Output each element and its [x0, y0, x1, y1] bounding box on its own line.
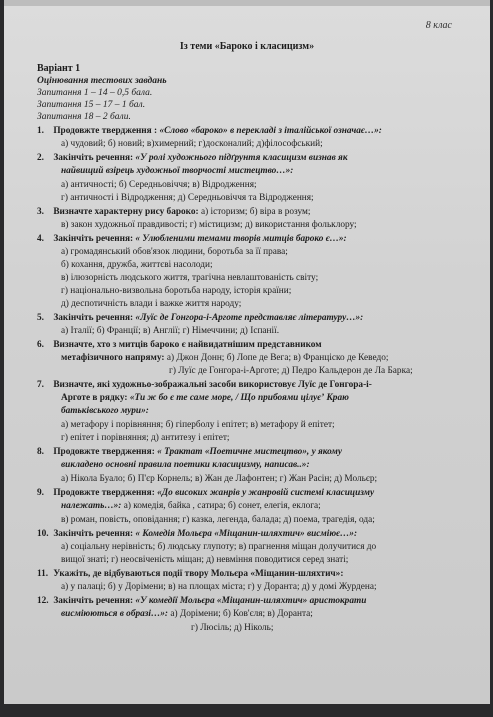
question-7: [37, 379, 468, 391]
answer-options: д) деспотичність влади і важке життя народу;: [61, 299, 242, 309]
question-11: [37, 568, 468, 580]
question-prompt: «Луїс де Гонгора-і-Арготе представляє літературу…»:: [135, 313, 364, 323]
question-prompt-cont: [61, 165, 468, 177]
question-7-cont: [61, 392, 468, 404]
question-lead: Закінчіть речення:: [53, 529, 136, 539]
answer-options: а) соціальну нерівність; б) людську глупоту; в) прагнення міщан долучитися до: [61, 542, 377, 552]
question-12: [37, 595, 468, 607]
question-number: 3.: [37, 207, 44, 217]
test-title: Із теми «Бароко і класицизм»: [179, 41, 315, 52]
answer-options: вищої знаті; г) неосвіченість міщан; д) невміння поводитися серед знаті;: [61, 555, 349, 565]
scoring-row: Запитання 18 – 2 бали.: [37, 112, 131, 122]
question-prompt: батьківського мури»:: [61, 406, 149, 416]
sheet-top-edge: [4, 0, 490, 6]
question-prompt: висміюються в образі…»:: [61, 609, 169, 619]
answer-options: в) ілюзорність людського життя, трагічна невлаштованість світу;: [61, 273, 319, 283]
answer-options: а) історизм; б) віра в розум;: [198, 207, 311, 217]
question-prompt: «У комедії Мольєра «Міщанин-шляхтич» аристократи: [135, 596, 367, 606]
answer-options: а) античності; б) Середньовіччя; в) Відродження;: [61, 180, 257, 190]
question-1: [37, 125, 468, 137]
question-prompt: « Улюбленими темами творів митців бароко є…»:: [135, 234, 347, 244]
question-prompt-cont: [61, 459, 468, 471]
question-number: 2.: [37, 153, 44, 163]
question-number: 10.: [37, 529, 49, 539]
question-3: [37, 206, 468, 218]
question-prompt: « Трактат «Поетичне мистецтво», у якому: [157, 447, 342, 457]
question-8: [37, 446, 468, 458]
question-prompt: « Комедія Мольєра «Міщанин-шляхтич» висміює…»:: [135, 529, 358, 539]
answer-options: г) епітет і порівняння; д) антитезу і епітет;: [61, 433, 230, 443]
question-number: 1.: [37, 126, 44, 136]
answer-options: г) античності і Відродження; д) Середньовіччя та Відродження;: [61, 193, 314, 203]
answer-options: а) чудовий; б) новий; в)химерний; г)досконалий; д)філософський;: [61, 139, 323, 149]
answer-options: а) громадянський обов'язок людини, боротьба за її права;: [61, 247, 288, 257]
question-number: 5.: [37, 313, 44, 323]
question-number: 12.: [37, 596, 49, 606]
question-lead: Продовжте твердження:: [53, 488, 158, 498]
question-lead: Закінчіть речення:: [53, 596, 136, 606]
question-4: [37, 233, 468, 245]
answer-options: а) метафору і порівняння; б) гіперболу і епітет; в) метафору й епітет;: [61, 420, 335, 430]
question-prompt: «Слово «бароко» в перекладі з італійської означає…»:: [159, 126, 382, 136]
question-lead: Продовжте твердження :: [53, 126, 160, 136]
answer-options: а) у палаці; б) у Дорімени; в) на площах міста; г) у Доранта; д) у домі Журдена;: [61, 582, 377, 592]
answer-options: а) Дорімени; б) Ков'єля; в) Доранта;: [168, 609, 313, 619]
question-number: 9.: [37, 488, 44, 498]
question-number: 4.: [37, 234, 44, 244]
question-number: 7.: [37, 380, 44, 390]
question-12-cont: [61, 608, 468, 620]
answer-options: а) Італії; б) Франції; в) Англії; г) Німеччини; д) Іспанії.: [61, 326, 280, 336]
question-prompt: «До високих жанрів у жанровій системі класицизму: [157, 488, 375, 498]
scoring-title: Оцінювання тестових завдань: [37, 76, 167, 86]
question-2: [37, 152, 468, 164]
test-sheet: [4, 0, 490, 704]
answer-options: а) комедія, байка , сатира; б) сонет, елегія, еклога;: [121, 501, 321, 511]
question-lead: Визначте, хто з митців бароко є найвидатнішим представником: [53, 340, 322, 350]
answer-options: г) Луїс де Гонгора-і-Арготе; д) Педро Кальдерон де Ла Барка;: [169, 366, 413, 376]
question-9: [37, 487, 468, 499]
question-lead: Закінчіть речення:: [53, 153, 136, 163]
grade-label: 8 клас: [425, 20, 452, 31]
question-lead: Закінчіть речення:: [53, 234, 136, 244]
answer-options: а) Нікола Буало; б) П'єр Корнель; в) Жан де Лафонтен; г) Жан Расін; д) Мольєр;: [61, 474, 378, 484]
question-9-cont: [61, 500, 468, 512]
scoring-row: Запитання 15 – 17 – 1 бал.: [37, 100, 146, 110]
question-prompt: викладено основні правила поетики класицизму, написав..»:: [61, 460, 310, 470]
question-prompt-cont: [61, 405, 468, 417]
answer-options: в) закон художньої правдивості; г) містицизм; д) використання фольклору;: [61, 220, 357, 230]
question-number: 11.: [37, 569, 49, 579]
question-5: [37, 312, 468, 324]
question-6-cont: [61, 352, 468, 364]
question-lead: Визначте, які художньо-зображальні засоби використовує Луїс де Гонгора-і-: [53, 380, 372, 390]
question-lead: Продовжте твердження:: [53, 447, 158, 457]
question-lead: Визначте характерну рису бароко:: [53, 207, 199, 217]
question-number: 8.: [37, 447, 44, 457]
question-lead: Арготе в рядку:: [61, 393, 130, 403]
answer-options: г) національно-визвольна боротьба народу, історія країни;: [61, 286, 292, 296]
question-lead: метафізичного напряму:: [61, 353, 165, 363]
question-prompt: «Ти ж бо є те саме море, / Що прибоями цілуєʼ Краю: [129, 393, 349, 403]
answer-options: в) роман, повість, оповідання; г) казка, легенда, балада; д) поема, трагедія, ода;: [61, 515, 375, 525]
question-10: [37, 528, 468, 540]
question-prompt: належать…»:: [61, 501, 122, 511]
variant-label: Варіант 1: [37, 63, 81, 74]
answer-options: б) кохання, дружба, життєві насолоди;: [61, 260, 213, 270]
question-number: 6.: [37, 340, 44, 350]
question-prompt: «У ролі художнього підґрунтя класицизм визнав як: [135, 153, 348, 163]
scoring-row: Запитання 1 – 14 – 0,5 бала.: [37, 88, 153, 98]
question-prompt: найвищий взірець художньої творчості мистецтво…»:: [61, 166, 294, 176]
answer-options: а) Джон Донн; б) Лопе де Вега; в) Франціско де Кеведо;: [164, 353, 389, 363]
question-6: [37, 339, 468, 351]
question-lead: Укажіть, де відбуваються події твору Мольєра «Міщанин-шляхтич»:: [53, 569, 344, 579]
answer-options: г) Люсіль; д) Ніколь;: [191, 623, 274, 633]
question-lead: Закінчіть речення:: [53, 313, 136, 323]
